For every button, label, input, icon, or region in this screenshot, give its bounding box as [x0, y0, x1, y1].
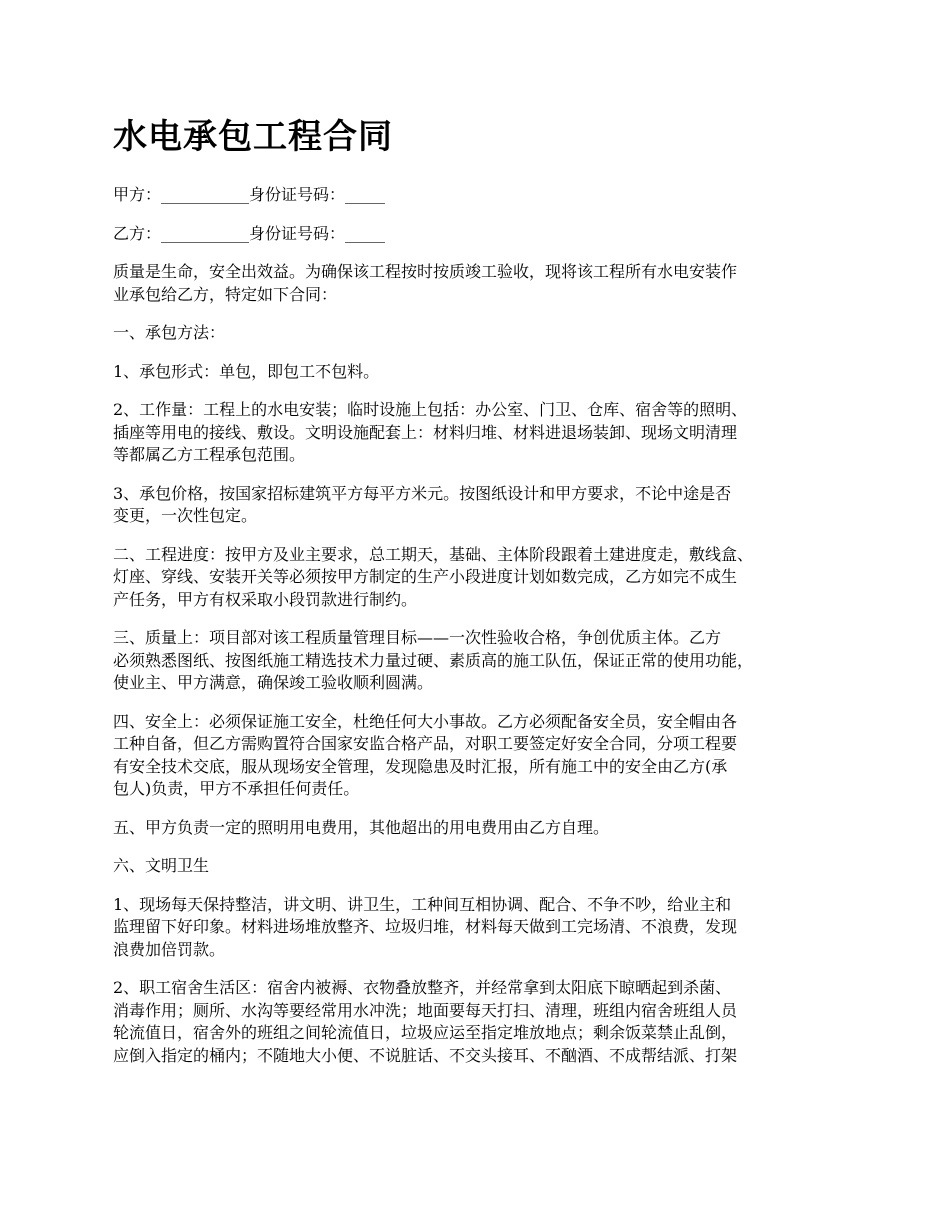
- document-page: [113, 108, 843, 1083]
- section-quality: 三、质量上：项目部对该工程质量管理目标——一次性验收合格，争创优质主体。乙方 必须熟悉图纸、按图纸施工精选技术力量过硬、素质高的施工队伍，保证正常的使用功能， 使业主、甲方满意，确保竣工验收顺利圆满。: [113, 628, 754, 692]
- document-title: 水电承包工程合同: [113, 117, 393, 157]
- preamble-paragraph: 质量是生命，安全出效益。为确保该工程按时按质竣工验收，现将该工程所有水电安装作 业承包给乙方，特定如下合同：: [113, 262, 738, 304]
- clause-contract-price: 3、承包价格，按国家招标建筑平方每平方米元。按图纸设计和甲方要求，不论中途是否 变更，一次性包定。: [113, 483, 732, 525]
- party-b-line: 乙方：___________身份证号码：_____: [113, 223, 386, 243]
- clause-site-cleanliness: 1、现场每天保持整洁，讲文明、讲卫生，工种间互相协调、配合、不争不吵，给业主和 监理留下好印象。材料进场堆放整齐、垃圾归堆，材料每天做到工完场清、不浪费，发现 浪费加倍罚款。: [113, 894, 738, 959]
- section-heading-hygiene: 六、文明卫生: [113, 856, 210, 875]
- section-project-schedule: 二、工程进度：按甲方及业主要求，总工期天，基础、主体阶段跟着土建进度走，敷线盒、 灯座、穿线、安装开关等必须按甲方制定的生产小段进度计划如数完成，乙方如完不成生 产任务，甲方有权采取小段罚款进行制约。: [113, 544, 754, 609]
- section-safety: 四、安全上：必须保证施工安全，杜绝任何大小事故。乙方必须配备安全员，安全帽由各 工种自备，但乙方需购置符合国家安监合格产品，对职工要签定好安全合同，分项工程要 有安全技术交底，服从现场安全管理，发现隐患及时汇报，所有施工中的安全由乙方(承 包人)负责，甲方不承担任何责任。: [113, 711, 738, 798]
- clause-dormitory-rules: 2、职工宿舍生活区：宿舍内被褥、衣物叠放整齐，并经常拿到太阳底下晾晒起到杀菌、 消毒作用；厕所、水沟等要经常用水冲洗；地面要每天打扫、清理，班组内宿舍班组人员 轮流值日，宿舍外的班组之间轮流值日，垃圾应运至指定堆放地点；剩余饭菜禁止乱倒， 应倒入指定的桶内；不随地大小便、不说脏话、不交头接耳、不酗酒、不成帮结派、打架: [113, 978, 738, 1065]
- section-heading-contract-method: 一、承包方法：: [113, 323, 226, 342]
- clause-workload: 2、工作量：工程上的水电安装；临时设施上包括：办公室、门卫、仓库、宿舍等的照明、 插座等用电的接线、敷设。文明设施配套上：材料归堆、材料进退场装卸、现场文明清理 等都属乙方工程承包范围。: [113, 400, 748, 464]
- party-a-line: 甲方：___________身份证号码：_____: [113, 185, 386, 204]
- section-electricity-cost: 五、甲方负责一定的照明用电费用，其他超出的用电费用由乙方自理。: [113, 817, 610, 837]
- clause-contract-form: 1、承包形式：单包，即包工不包料。: [113, 361, 380, 381]
